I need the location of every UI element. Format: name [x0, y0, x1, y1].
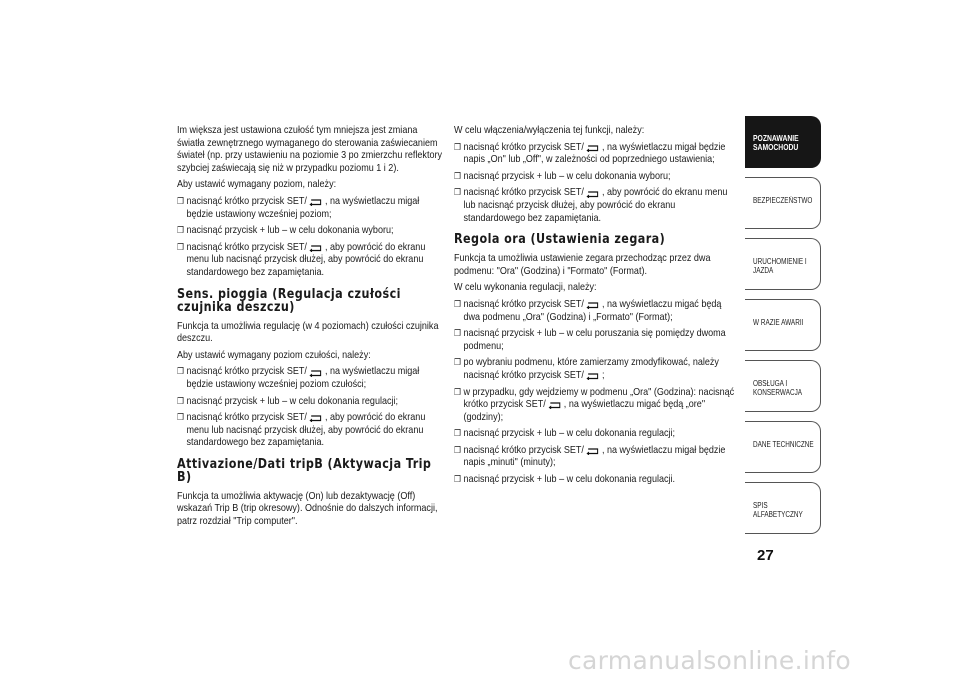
list-item [177, 195, 445, 220]
list-item-text: nacisnąć krótko przycisk SET/ [463, 443, 584, 456]
list-item-text: nacisnąć krótko przycisk SET/ [186, 411, 307, 424]
return-arrow-icon [309, 243, 324, 251]
list-item-text: nacisnąć krótko przycisk SET/ [463, 140, 584, 153]
list-item [454, 386, 738, 424]
return-arrow-icon [309, 413, 324, 421]
list-item [177, 241, 445, 279]
chapter-tab[interactable] [745, 116, 821, 168]
section-heading-trip-b: Attivazione/Dati tripB (Aktywacja Trip B) [177, 456, 432, 485]
checkbox-bullet-icon: ❒ [454, 170, 461, 181]
checkbox-bullet-icon: ❒ [454, 357, 461, 368]
instruction-list [177, 195, 445, 279]
list-item [177, 395, 445, 408]
return-arrow-icon [309, 368, 324, 376]
list-item-text: nacisnąć przycisk + lub – w celu dokonania regulacji; [463, 427, 676, 440]
list-item-text: , na wyświetlaczu migał będzie ustawiony wcześniej poziom; [186, 194, 420, 220]
list-item-text: , na wyświetlaczu migał będzie napis „On" lub „Off", w zależności od poprzedniego ustawienia; [463, 140, 726, 166]
paragraph: Im większa jest ustawiona czułość tym mniejsza jest zmiana światła zewnętrznego wymaganego do sterowania zaświecaniem świateł (np. przy ustawieniu na poziomie 3 po zmierzchu reflektory szybciej zaświecają się niż w przypadku poziomu 1 i 2). [177, 124, 443, 174]
list-item [454, 473, 738, 486]
list-item-text: nacisnąć krótko przycisk SET/ [463, 297, 584, 310]
list-item-text: , na wyświetlaczu migał będzie napis „minuti" (minuty); [463, 443, 726, 469]
list-item-text: nacisnąć przycisk + lub – w celu poruszania się pomiędzy dwoma podmenu; [463, 327, 726, 352]
list-item-text: , aby powrócić do ekranu menu lub nacisnąć przycisk dłużej, aby powrócić do ekranu standardowego bez zapamiętania. [186, 411, 426, 449]
list-item [177, 224, 445, 237]
list-item [177, 365, 445, 390]
checkbox-bullet-icon: ❒ [177, 195, 184, 206]
chapter-tab[interactable] [745, 360, 821, 412]
chapter-tab-label: DANE TECHNICZNE [753, 440, 814, 449]
checkbox-bullet-icon: ❒ [454, 386, 461, 397]
watermark: carmanualsonline.info [568, 646, 851, 675]
checkbox-bullet-icon: ❒ [454, 474, 461, 485]
list-item [454, 427, 738, 440]
chapter-tab-label: W RAZIE AWARII [753, 318, 804, 327]
list-item [454, 141, 738, 166]
checkbox-bullet-icon: ❒ [454, 444, 461, 455]
checkbox-bullet-icon: ❒ [177, 395, 184, 406]
section-heading-clock: Regola ora (Ustawienia zegara) [454, 232, 666, 248]
chapter-tab[interactable] [745, 238, 821, 290]
checkbox-bullet-icon: ❒ [177, 225, 184, 236]
checkbox-bullet-icon: ❒ [454, 298, 461, 309]
list-item-text: , na wyświetlaczu migać będą „ore" (godziny); [463, 398, 706, 423]
chapter-tab[interactable] [745, 421, 821, 473]
list-item-text: nacisnąć przycisk + lub – w celu dokonania regulacji. [463, 473, 676, 486]
chapter-tab-label: BEZPIECZEŃSTWO [753, 196, 813, 205]
return-arrow-icon [586, 300, 601, 308]
chapter-tabs [745, 116, 821, 543]
return-arrow-icon [309, 197, 324, 205]
checkbox-bullet-icon: ❒ [454, 187, 461, 198]
chapter-tab-label: POZNAWANIE SAMOCHODU [753, 133, 799, 152]
chapter-tab-label: OBSŁUGA I KONSERWACJA [753, 379, 803, 397]
list-item-text: w przypadku, gdy wejdziemy w podmenu „Ora" (Godzina): nacisnąć krótko przycisk SET/ [463, 385, 735, 411]
list-item-text: nacisnąć krótko przycisk SET/ [186, 365, 307, 378]
chapter-tab[interactable] [745, 299, 821, 351]
paragraph: W celu włączenia/wyłączenia tej funkcji, należy: [454, 124, 645, 136]
list-item [454, 327, 738, 352]
list-item [454, 298, 738, 323]
return-arrow-icon [586, 446, 601, 454]
list-item-text: , na wyświetlaczu migał będzie ustawiony wcześniej poziom czułości; [186, 365, 420, 390]
list-item [454, 170, 738, 183]
instruction-list [177, 365, 445, 449]
return-arrow-icon [586, 371, 601, 379]
right-column [454, 124, 738, 490]
chapter-tab-label: URUCHOMIENIE I JAZDA [753, 257, 807, 275]
return-arrow-icon [586, 143, 601, 151]
checkbox-bullet-icon: ❒ [177, 366, 184, 377]
paragraph: Funkcja ta umożliwia regulację (w 4 poziomach) czułości czujnika deszczu. [177, 319, 439, 345]
list-item-text: nacisnąć krótko przycisk SET/ [186, 194, 307, 207]
checkbox-bullet-icon: ❒ [177, 412, 184, 423]
return-arrow-icon [586, 189, 601, 197]
list-item-text: po wybraniu podmenu, które zamierzamy zmodyfikować, należy nacisnąć krótko przycisk SET/ [463, 356, 719, 381]
list-item [454, 444, 738, 469]
paragraph: W celu wykonania regulacji, należy: [454, 281, 597, 294]
page-number: 27 [757, 547, 774, 564]
chapter-tab[interactable] [745, 177, 821, 229]
instruction-list [454, 141, 738, 225]
checkbox-bullet-icon: ❒ [454, 428, 461, 439]
list-item [177, 411, 445, 449]
paragraph: Aby ustawić wymagany poziom, należy: [177, 178, 337, 191]
list-item-text: , aby powrócić do ekranu menu lub nacisnąć przycisk dłużej, aby powrócić do ekranu standardowego bez zapamiętania. [186, 240, 426, 278]
list-item-text: nacisnąć przycisk + lub – w celu dokonania wyboru; [186, 224, 394, 237]
instruction-list [454, 298, 738, 486]
checkbox-bullet-icon: ❒ [454, 328, 461, 339]
checkbox-bullet-icon: ❒ [177, 241, 184, 252]
list-item-text: nacisnąć przycisk + lub – w celu dokonania wyboru; [463, 169, 671, 182]
checkbox-bullet-icon: ❒ [454, 141, 461, 152]
left-column [177, 124, 445, 532]
paragraph: Aby ustawić wymagany poziom czułości, należy: [177, 348, 371, 361]
list-item-text: ; [601, 368, 605, 381]
list-item [454, 186, 738, 224]
list-item-text: nacisnąć krótko przycisk SET/ [186, 240, 307, 253]
section-heading-rain-sensor: Sens. pioggia (Regulacja czułości czujnika deszczu) [177, 286, 401, 315]
paragraph: Funkcja ta umożliwia aktywację (On) lub dezaktywację (Off) wskazań Trip B (trip okresowy). Odnośnie do dalszych informacji, patrz rozdział "Trip computer". [177, 489, 438, 528]
return-arrow-icon [547, 400, 562, 408]
list-item [454, 356, 738, 381]
list-item-text: , na wyświetlaczu migać będą dwa podmenu „Ora" (Godzina) i „Formato" (Format); [463, 297, 722, 323]
chapter-tab[interactable] [745, 482, 821, 534]
chapter-tab-label: SPIS ALFABETYCZNY [753, 501, 803, 519]
paragraph: Funkcja ta umożliwia ustawienie zegara przechodząc przez dwa podmenu: "Ora" (Godzina) i "Formato" (Format). [454, 252, 711, 277]
list-item-text: , aby powrócić do ekranu menu lub nacisnąć przycisk dłużej, aby powrócić do ekranu standardowego bez zapamiętania. [463, 186, 728, 224]
list-item-text: nacisnąć przycisk + lub – w celu dokonania regulacji; [186, 394, 399, 407]
list-item-text: nacisnąć krótko przycisk SET/ [463, 186, 584, 199]
